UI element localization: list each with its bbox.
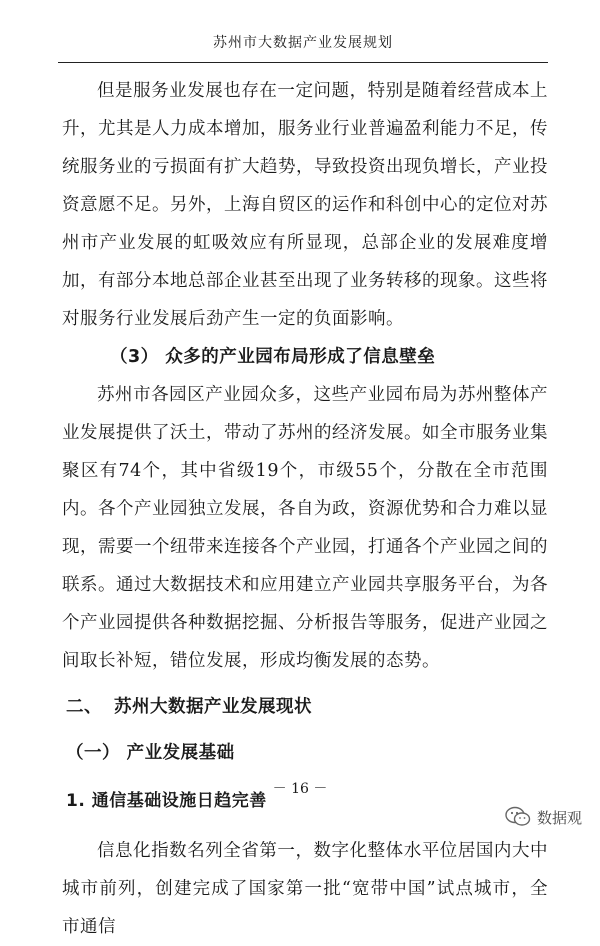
- page-header: [58, 32, 548, 63]
- section-heading-2: [66, 688, 548, 726]
- section-number: 二、: [66, 697, 102, 717]
- document-body: [62, 72, 548, 946]
- section-title: 苏州大数据产业发展现状: [114, 697, 312, 717]
- paragraph-industrial-parks: 苏州市各园区产业园众多，这些产业园布局为苏州整体产业发展提供了沃土，带动了苏州的经济发展。如全市服务业集聚区有74个，其中省级19个，市级55个，分散在全市范围内。各个产业园独立发展，各自为政，资源优势和合力难以显现，需要一个纽带来连接各个产业园，打通各个产业园之间的联系。通过大数据技术和应用建立产业园共享服务平台，为各个产业园提供各种数据挖掘、分析报告等服务，促进产业园之间取长补短，错位发展，形成均衡发展的态势。: [62, 385, 548, 671]
- watermark-label: 数据观: [536, 808, 582, 827]
- wechat-icon: [505, 806, 531, 828]
- watermark: [505, 806, 582, 828]
- header-title: 苏州市大数据产业发展规划: [213, 35, 393, 51]
- page-number: － 16 －: [272, 781, 328, 797]
- paragraph-informatization: 信息化指数名列全省第一，数字化整体水平位居国内大中城市前列，创建完成了国家第一批“宽带中国”试点城市，全市通信: [62, 841, 548, 937]
- subheading-info-barrier: （3） 众多的产业园布局形成了信息壁垒: [110, 347, 436, 367]
- item-heading-1: 1. 通信基础设施日趋完善: [66, 791, 267, 811]
- paragraph-service-issues: 但是服务业发展也存在一定问题，特别是随着经营成本上升，尤其是人力成本增加，服务业行业普遍盈利能力不足，传统服务业的亏损面有扩大趋势，导致投资出现负增长，产业投资意愿不足。另外，上海自贸区的运作和科创中心的定位对苏州市产业发展的虹吸效应有所显现，总部企业的发展难度增加，有部分本地总部企业甚至出现了业务转移的现象。这些将对服务行业发展后劲产生一定的负面影响。: [62, 81, 548, 329]
- subsection-heading-1: （一） 产业发展基础: [66, 743, 235, 763]
